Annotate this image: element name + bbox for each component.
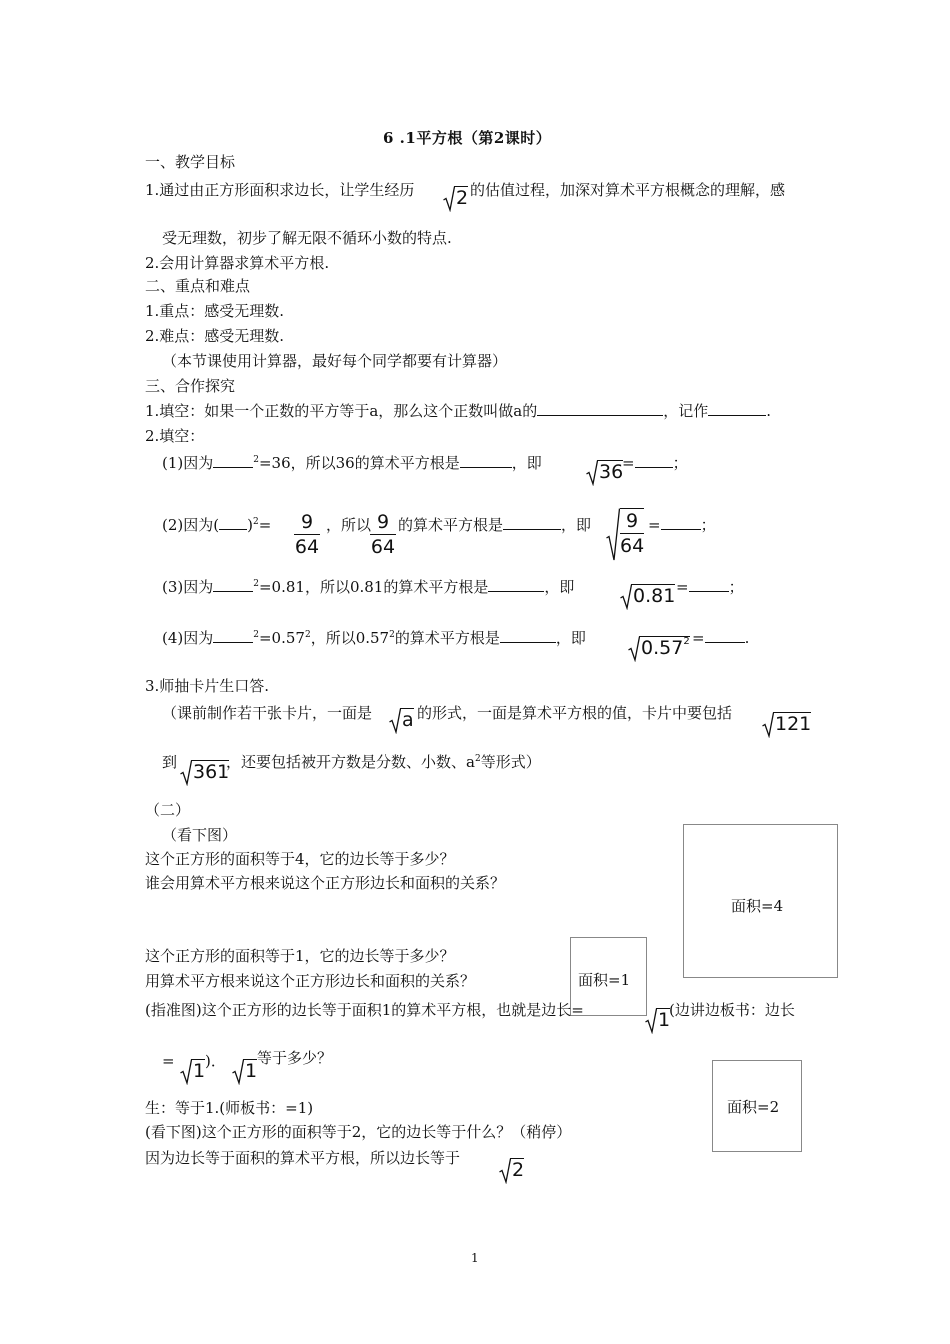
student-answer: 生：等于1.(师板书：=1): [145, 1099, 314, 1117]
paren-close: )．: [205, 1052, 226, 1070]
answer-blank[interactable]: [213, 453, 253, 468]
item-2-root-text: 的算术平方根是: [398, 516, 504, 534]
fill-item-2: [162, 515, 271, 535]
sqrt-36-expression: [586, 460, 626, 486]
card-note-line-2: [226, 752, 541, 772]
fraction-denominator: 64: [294, 536, 320, 558]
fill-item-3: [162, 577, 574, 597]
square-area-4-label: 面积=4: [731, 897, 784, 915]
fill-item-4: [162, 628, 586, 648]
equals-sign: =: [648, 516, 661, 534]
fraction-numerator: 9: [625, 510, 639, 532]
page-title: 6 .1平方根（第2课时）: [383, 129, 552, 147]
part-2-heading: （二）: [145, 801, 191, 819]
sqrt-0.81-radicand: 0.81: [633, 585, 676, 607]
item-4-ie: ，即: [555, 629, 586, 647]
answer-blank[interactable]: [488, 577, 544, 592]
sqrt-fraction-expression: [606, 508, 646, 562]
question-3: 3.师抽卡片生口答.: [145, 677, 270, 695]
item-4-value: =0.57: [258, 629, 305, 647]
sqrt-1-radicand: 1: [245, 1060, 258, 1082]
calculator-note: （本节课使用计算器，最好每个同学都要有计算器）: [162, 352, 508, 370]
sqrt-a-expression: [389, 708, 415, 734]
radicand-fraction: [620, 508, 644, 558]
item-2-so: ，所以: [326, 516, 372, 534]
semicolon: ；: [728, 578, 744, 596]
equals-sign: =: [676, 578, 689, 596]
question-2-heading: 2.填空：: [145, 427, 205, 445]
superscript-2: 2: [683, 636, 690, 647]
item-4-text: ，所以0.57: [310, 629, 390, 647]
superscript-2: 2: [474, 754, 481, 764]
card-note-line-1-cont: 的形式，一面是算术平方根的值，卡片中要包括: [417, 704, 733, 722]
item-1-prefix: (1)因为: [162, 454, 214, 472]
answer-blank[interactable]: [500, 628, 556, 643]
paragraph-area-4: 这个正方形的面积等于4，它的边长等于多少？: [145, 850, 455, 868]
sqrt-2-radicand: 2: [512, 1159, 525, 1181]
answer-blank[interactable]: [705, 628, 745, 643]
keypoint-1: 1.重点：感受无理数.: [145, 302, 285, 320]
paragraph-relation-4: 谁会用算术平方根来说这个正方形边长和面积的关系？: [145, 874, 506, 892]
fraction-denominator: 64: [620, 535, 645, 557]
item-4-prefix: (4)因为: [162, 629, 214, 647]
superscript-2: 2: [304, 630, 311, 640]
sqrt-121-expression: [762, 712, 812, 738]
superscript-2: 2: [253, 455, 259, 465]
goal-1-after: 的估值过程，加深对算术平方根概念的理解，感: [470, 181, 786, 199]
period: .: [744, 629, 750, 647]
item-3-answer: [676, 577, 744, 597]
fraction-numerator: 9: [300, 511, 314, 533]
question-1-text: 1.填空：如果一个正数的平方等于a，那么这个正数叫做a的: [145, 402, 538, 420]
fill-item-1: [162, 453, 542, 473]
item-2-paren: ): [247, 516, 253, 534]
equals-sign: =: [692, 629, 705, 647]
sqrt-2-expression: [499, 1158, 527, 1184]
sqrt-2-expression: [443, 186, 471, 212]
square-area-2-figure: [712, 1060, 802, 1152]
item-4-answer: [692, 628, 749, 648]
superscript-2: 2: [252, 517, 259, 527]
item-2-ie: ，即: [561, 516, 592, 534]
question-1: [145, 401, 771, 421]
equals-sign: =: [622, 454, 635, 472]
sqrt-1-radicand: 1: [193, 1060, 206, 1082]
square-area-1-label: 面积=1: [578, 971, 631, 989]
card-note-line-1: （课前制作若干张卡片，一面是: [162, 704, 373, 722]
sqrt-121-radicand: 121: [775, 713, 812, 735]
sqrt-2-radicand: 2: [456, 187, 469, 209]
sqrt-a-radicand: a: [402, 709, 414, 731]
answer-blank[interactable]: [460, 453, 512, 468]
superscript-2: 2: [389, 630, 395, 640]
square-area-2-label: 面积=2: [727, 1098, 780, 1116]
paragraph-relation-1: 用算术平方根来说这个正方形边长和面积的关系？: [145, 972, 476, 990]
sqrt-361-expression: [180, 760, 230, 786]
fraction-denominator: 64: [370, 536, 396, 558]
paragraph-pointing-cont: (边讲边板书：边长: [669, 1001, 795, 1019]
paragraph-pointing: (指准图)这个正方形的边长等于面积1的算术平方根，也就是边长=: [145, 1001, 584, 1019]
radicand-base: 0.57: [641, 637, 684, 659]
page-number: 1: [471, 1251, 479, 1265]
keypoint-2: 2.难点：感受无理数.: [145, 327, 285, 345]
sqrt-1-radicand: 1: [658, 1009, 671, 1031]
see-figure-note: （看下图）: [162, 826, 238, 844]
goal-1-before: 1.通过由正方形面积求边长，让学生经历: [145, 181, 415, 199]
section-heading-keypoints: 二、重点和难点: [145, 277, 251, 295]
superscript-2: 2: [253, 579, 259, 589]
answer-blank[interactable]: [708, 401, 766, 416]
question-how-much: 等于多少？: [257, 1049, 333, 1067]
superscript-2: 2: [253, 630, 259, 640]
answer-blank[interactable]: [689, 577, 729, 592]
section-heading-goals: 一、教学目标: [145, 153, 236, 171]
paragraph-area-1: 这个正方形的面积等于1，它的边长等于多少？: [145, 947, 455, 965]
answer-blank[interactable]: [213, 628, 253, 643]
answer-blank[interactable]: [537, 401, 663, 416]
sqrt-361-radicand: 361: [193, 761, 230, 783]
card-note-text: ，还要包括被开方数是分数、小数、a: [226, 753, 475, 771]
item-2-prefix: (2)因为(: [162, 516, 220, 534]
answer-blank[interactable]: [661, 515, 701, 530]
sqrt-36-radicand: 36: [599, 461, 624, 483]
answer-blank[interactable]: [635, 453, 673, 468]
side-equals: =: [162, 1052, 175, 1070]
fraction-numerator: 9: [376, 511, 390, 533]
equals-sign: =: [258, 516, 272, 534]
item-3-prefix: (3)因为: [162, 578, 214, 596]
goal-2-text: 2.会用计算器求算术平方根.: [145, 254, 330, 272]
semicolon: ；: [700, 516, 716, 534]
sqrt-1-expression: [232, 1059, 256, 1085]
item-3-ie: ，即: [544, 578, 575, 596]
sqrt-0.57-radicand: [639, 636, 690, 659]
item-1-ie: ，即: [511, 454, 542, 472]
radical-sign-icon: [606, 508, 620, 562]
answer-blank[interactable]: [213, 577, 253, 592]
paragraph-conclusion: 因为边长等于面积的算术平方根，所以边长等于: [145, 1149, 461, 1167]
semicolon: ；: [672, 454, 688, 472]
item-2-text: [398, 515, 591, 535]
card-note-to: 到: [162, 753, 178, 771]
item-3-text: =0.81，所以0.81的算术平方根是: [258, 578, 489, 596]
sqrt-1-expression: [180, 1059, 204, 1085]
fraction-9-over-64: [370, 510, 396, 559]
answer-blank[interactable]: [503, 515, 561, 530]
answer-blank[interactable]: [219, 515, 247, 530]
square-area-4-figure: [683, 824, 838, 978]
question-1-period: .: [766, 402, 771, 420]
item-1-answer: [622, 453, 688, 473]
sqrt-0.57-squared-expression: [628, 636, 690, 662]
goal-1-continued: 受无理数，初步了解无限不循环小数的特点.: [162, 229, 452, 247]
item-2-answer: [648, 515, 716, 535]
card-note-end: 等形式）: [480, 753, 541, 771]
sqrt-1-expression: [645, 1008, 669, 1034]
goal-1-text: [145, 180, 414, 200]
sqrt-0.81-expression: [620, 584, 676, 610]
fraction-9-over-64: [294, 510, 320, 559]
section-heading-explore: 三、合作探究: [145, 377, 236, 395]
question-1-notation-text: ，记作: [663, 402, 709, 420]
item-4-root-text: 的算术平方根是: [394, 629, 500, 647]
item-1-text: =36，所以36的算术平方根是: [258, 454, 460, 472]
paragraph-area-2: (看下图)这个正方形的面积等于2，它的边长等于什么？（稍停）: [145, 1123, 572, 1141]
